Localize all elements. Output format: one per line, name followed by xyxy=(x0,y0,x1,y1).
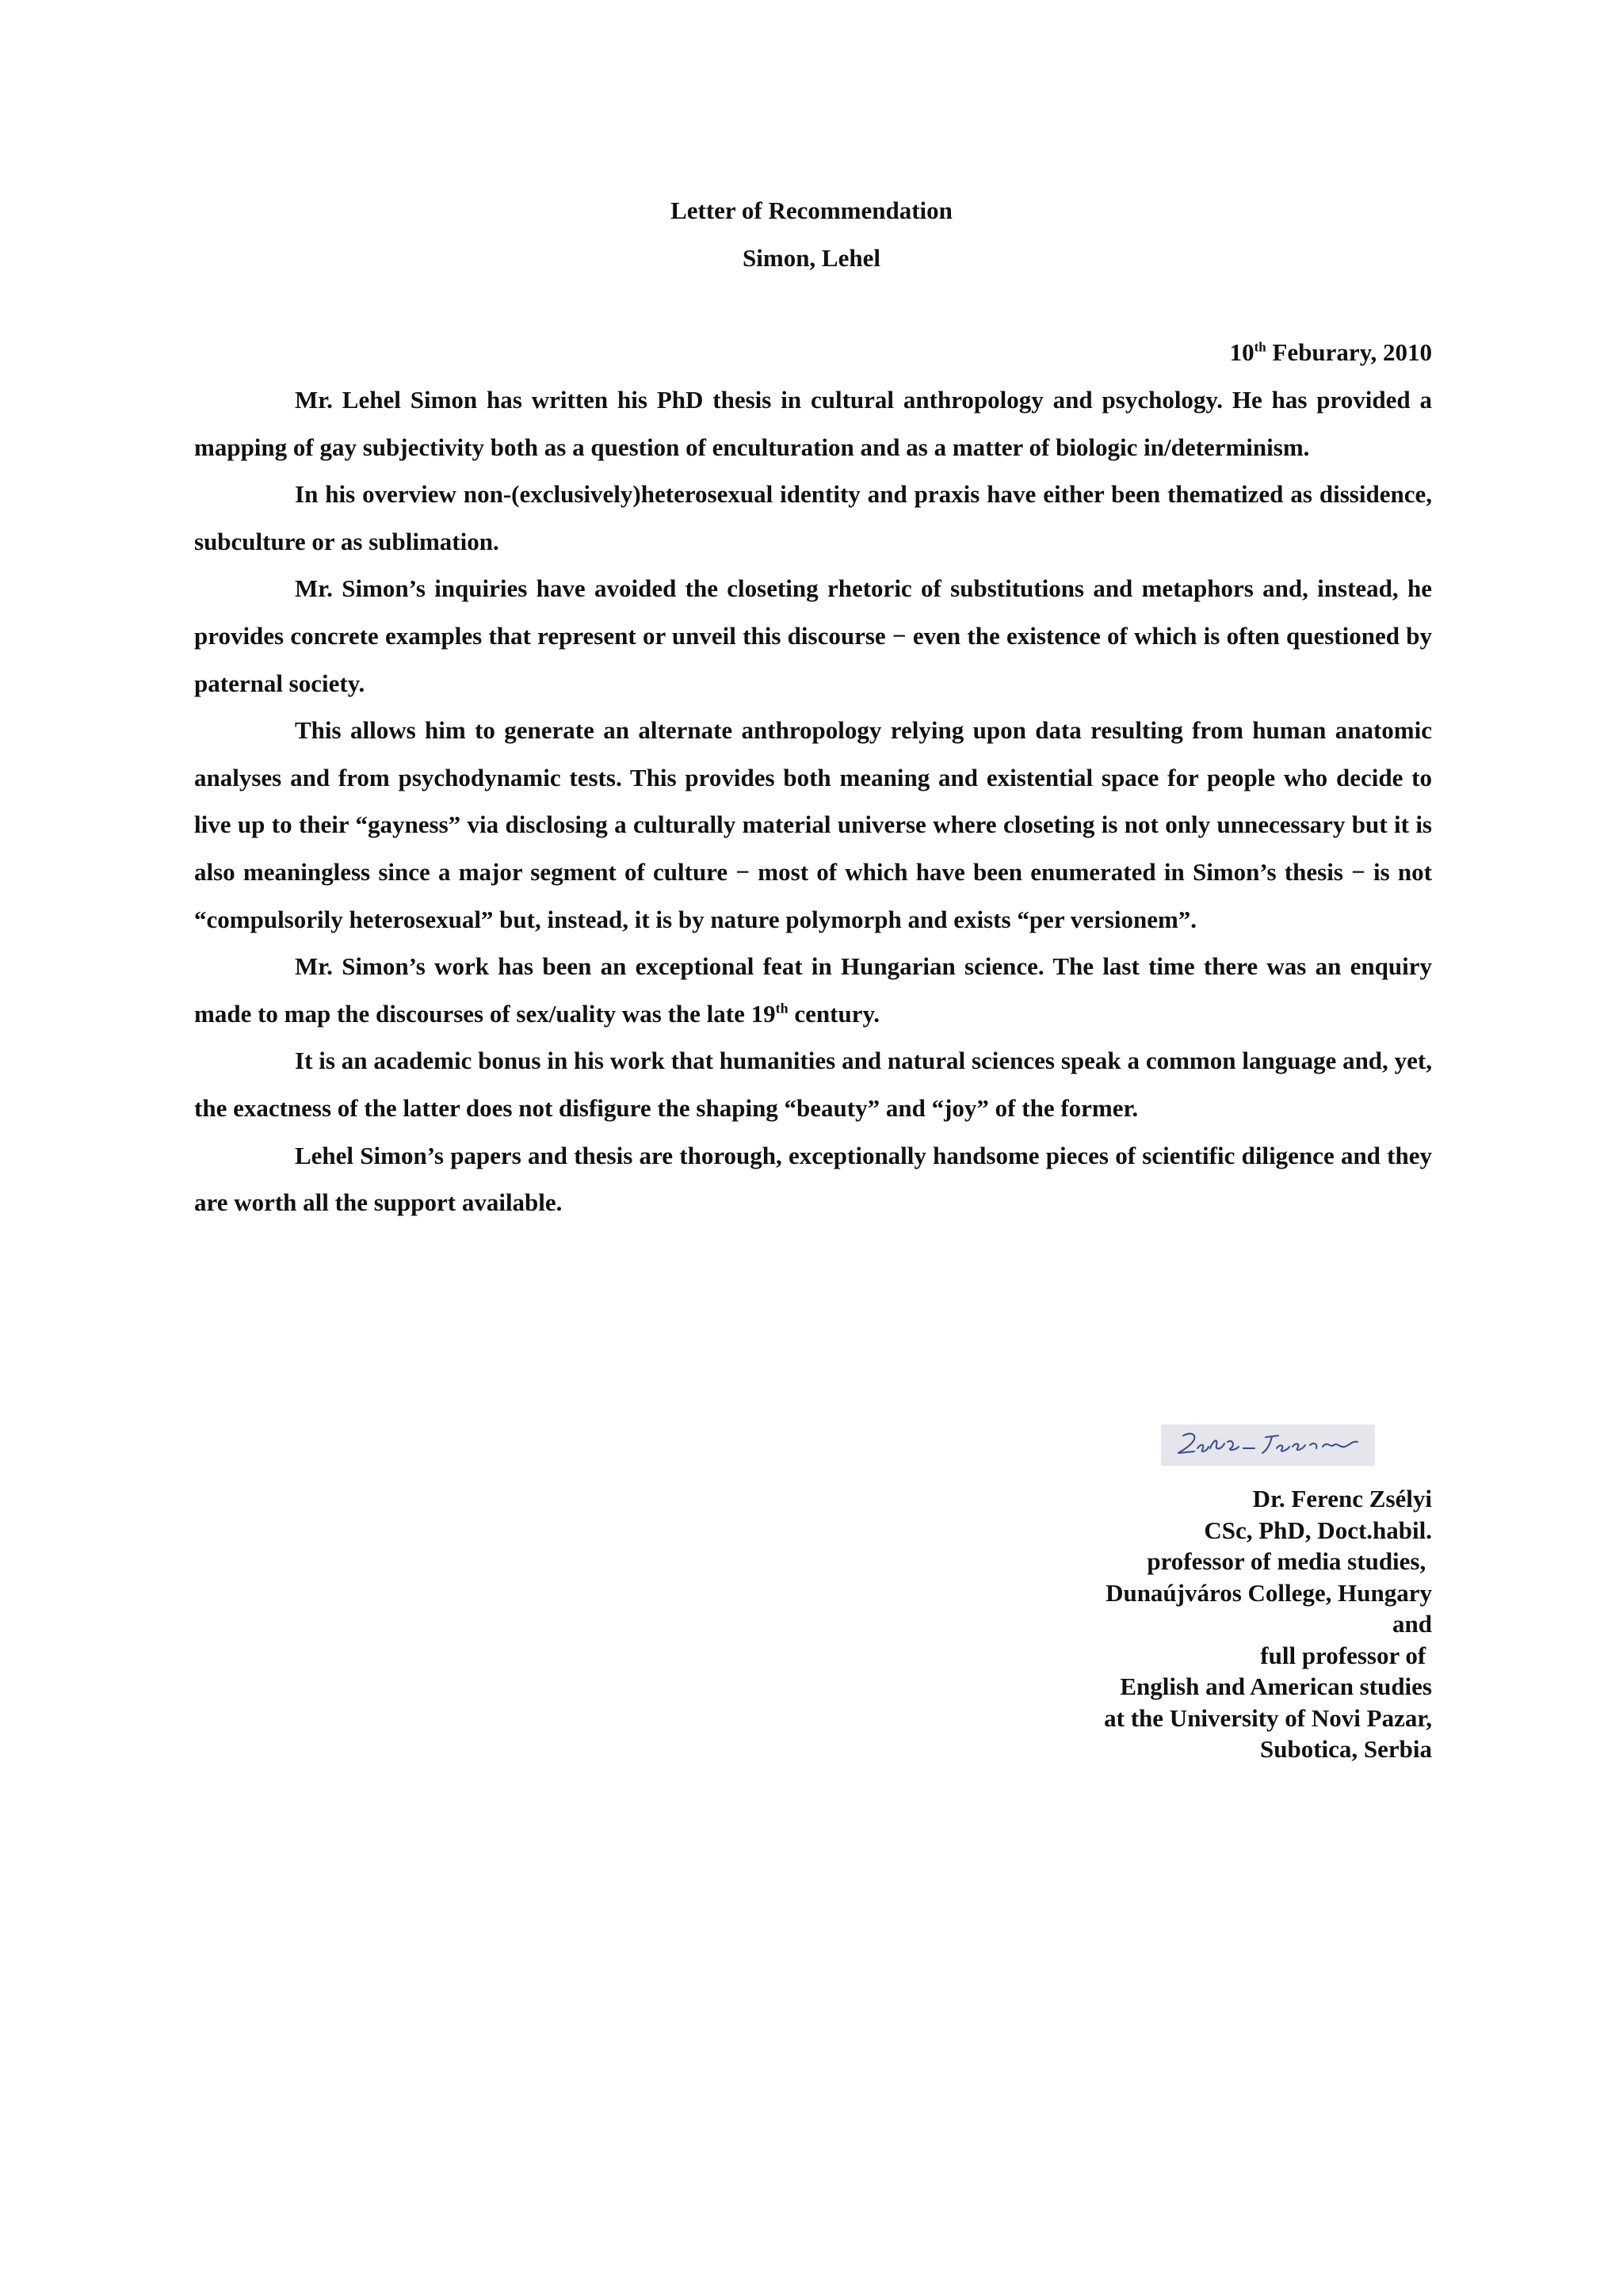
signer-position: full professor of xyxy=(1260,1641,1432,1669)
letter-title: Letter of Recommendation xyxy=(670,196,953,224)
letter-header xyxy=(0,187,1623,282)
ordinal-suffix: th xyxy=(775,1000,789,1016)
signature-scribble xyxy=(1161,1425,1375,1466)
handwritten-signature xyxy=(1161,1425,1375,1466)
letter-subject: Simon, Lehel xyxy=(743,244,880,272)
letter-body xyxy=(194,376,1432,1226)
date-day: 10 xyxy=(1229,338,1254,366)
body-paragraph: Mr. Lehel Simon has written his PhD thesis in cultural anthropology and psychology. He has provided a mapping of gay subjectivity both as a question of enculturation and as a matter of biologic in/determinism. xyxy=(194,386,1432,461)
date-rest: Feburary, 2010 xyxy=(1266,338,1432,366)
signer-field: English and American studies xyxy=(1120,1672,1432,1700)
body-paragraph: Lehel Simon’s papers and thesis are thorough, exceptionally handsome pieces of scientific diligence and they are worth all the support available. xyxy=(194,1141,1432,1217)
signer-conjunction: and xyxy=(1392,1610,1432,1638)
signer-institution: Dunaújváros College, Hungary xyxy=(1106,1578,1432,1607)
letter-date xyxy=(1230,333,1432,372)
paragraph-text: century. xyxy=(788,999,880,1028)
signer-institution: at the University of Novi Pazar, xyxy=(1104,1703,1432,1732)
signer-position: professor of media studies, xyxy=(1147,1547,1432,1575)
signer-location: Subotica, Serbia xyxy=(1259,1735,1432,1763)
body-paragraph: Mr. Simon’s inquiries have avoided the closeting rhetoric of substitutions and metaphors and, instead, he provides concrete examples that represent or unveil this discourse − even the existence of which is often questioned by paternal society. xyxy=(194,574,1432,697)
signer-degrees: CSc, PhD, Doct.habil. xyxy=(1204,1516,1432,1544)
signer-name: Dr. Ferenc Zsélyi xyxy=(1252,1485,1432,1512)
body-paragraph xyxy=(194,943,1432,1037)
body-paragraph: This allows him to generate an alternate anthropology relying upon data resulting from human anatomic analyses and from psychodynamic tests. This provides both meaning and existential space for people who decide to live up to their “gayness” via disclosing a culturally material universe where closeting is not only unnecessary but it is also meaningless since a major segment of culture − most of which have been enumerated in Simon’s thesis − is not “compulsorily heterosexual” but, instead, it is by nature polymorph and exists “per versionem”. xyxy=(194,716,1432,933)
signer-block xyxy=(1104,1483,1432,1765)
body-paragraph: In his overview non-(exclusively)heterosexual identity and praxis have either been thematized as dissidence, subculture or as sublimation. xyxy=(194,480,1432,555)
date-day-suffix: th xyxy=(1254,339,1266,355)
paragraph-text: Mr. Simon’s work has been an exceptional feat in Hungarian science. The last time there was an enquiry made to map the discourses of sex/uality was the late 19 xyxy=(194,952,1432,1028)
body-paragraph: It is an academic bonus in his work that humanities and natural sciences speak a common language and, yet, the exactness of the latter does not disfigure the shaping “beauty” and “joy” of the former. xyxy=(194,1047,1432,1122)
